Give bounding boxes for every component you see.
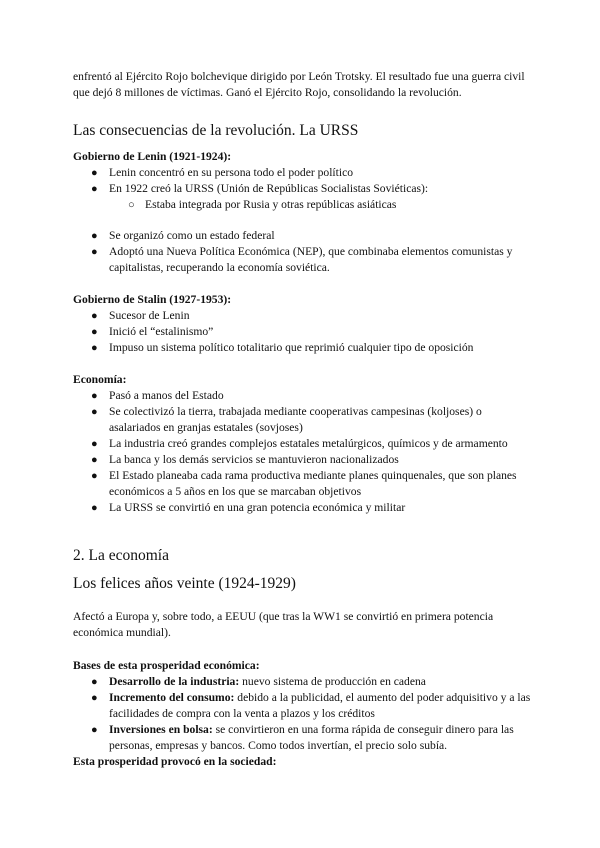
list-item: ● Se organizó como un estado federal: [91, 229, 275, 242]
list-item: ● Impuso un sistema político totalitario que reprimió cualquier tipo de oposición: [91, 341, 474, 354]
list-item: ● Lenin concentró en su persona todo el poder político: [91, 166, 354, 179]
bullet-icon: ●: [91, 342, 98, 354]
bullet-icon: ●: [91, 310, 98, 322]
bases-heading: Bases de esta prosperidad económica:: [73, 659, 260, 672]
list-item: ● La industria creó grandes complejos estatales metalúrgicos, químicos y de armamento: [91, 437, 508, 450]
bullet-icon: ●: [91, 246, 98, 258]
bullet-icon: ●: [91, 692, 98, 704]
list-item: ● Desarrollo de la industria: nuevo sistema de producción en cadena: [91, 675, 426, 688]
economia-list: [73, 388, 533, 516]
lenin-list-a: [73, 165, 533, 213]
bullet-icon: ●: [91, 724, 98, 736]
stalin-list: [73, 308, 533, 356]
list-item: ● Incremento del consumo: debido a la publicidad, el aumento del poder adquisitivo y a las facilidades de compra con la venta a plazos y los créditos: [91, 691, 531, 720]
intro-paragraph: enfrentó al Ejército Rojo bolchevique dirigido por León Trotsky. El resultado fue una guerra civil que dejó 8 millones de víctimas. Ganó el Ejército Rojo, consolidando la revolución.: [73, 70, 525, 99]
list-item: ● Inversiones en bolsa: se convirtieron en una forma rápida de conseguir dinero para las personas, empresas y bancos. Como todos invertían, el precio solo subía.: [91, 723, 514, 752]
lenin-list-b: [73, 228, 533, 276]
list-item: ● Sucesor de Lenin: [91, 309, 190, 322]
lenin-heading: Gobierno de Lenin (1921-1924):: [73, 150, 232, 163]
list-item: ● Se colectivizó la tierra, trabajada mediante cooperativas campesinas (koljoses) o asalariados en granjas estatales (sovjoses): [91, 405, 482, 434]
circle-bullet-icon: ○: [128, 199, 135, 211]
list-item: ● En 1922 creó la URSS (Unión de Repúblicas Socialistas Soviéticas):: [91, 182, 429, 195]
section-urss-title: Las consecuencias de la revolución. La URSS: [73, 122, 359, 139]
economia-paragraph: Afectó a Europa y, sobre todo, a EEUU (que tras la WW1 se convirtió en primera potencia económica mundial).: [73, 610, 494, 639]
stalin-heading: Gobierno de Stalin (1927-1953):: [73, 293, 232, 306]
bases-list: [73, 674, 533, 754]
bullet-icon: ●: [91, 390, 98, 402]
list-item: ● El Estado planeaba cada rama productiva mediante planes quinquenales, que son planes económicos a 5 años en los que se marcaban objetivos: [91, 469, 517, 498]
list-item: ● La URSS se convirtió en una gran potencia económica y militar: [91, 501, 406, 514]
bullet-icon: ●: [91, 406, 98, 418]
bullet-icon: ●: [91, 454, 98, 466]
consequences-heading: Esta prosperidad provocó en la sociedad:: [73, 755, 277, 768]
bullet-icon: ●: [91, 502, 98, 514]
list-item: ● Inició el “estalinismo”: [91, 325, 214, 338]
economia-heading: Economía:: [73, 373, 127, 386]
sub-list-item: ○ Estaba integrada por Rusia y otras repúblicas asiáticas: [128, 198, 397, 211]
list-item: ● La banca y los demás servicios se mantuvieron nacionalizados: [91, 453, 399, 466]
bullet-icon: ●: [91, 326, 98, 338]
bullet-icon: ●: [91, 676, 98, 688]
bullet-icon: ●: [91, 183, 98, 195]
bullet-icon: ●: [91, 470, 98, 482]
bullet-icon: ●: [91, 167, 98, 179]
section-economia-subtitle: Los felices años veinte (1924-1929): [73, 575, 296, 592]
bullet-icon: ●: [91, 230, 98, 242]
list-item: ● Adoptó una Nueva Política Económica (NEP), que combinaba elementos comunistas y capitalistas, recuperando la economía soviética.: [91, 245, 513, 274]
bullet-icon: ●: [91, 438, 98, 450]
list-item: ● Pasó a manos del Estado: [91, 389, 224, 402]
section-economia-title: 2. La economía: [73, 547, 169, 564]
